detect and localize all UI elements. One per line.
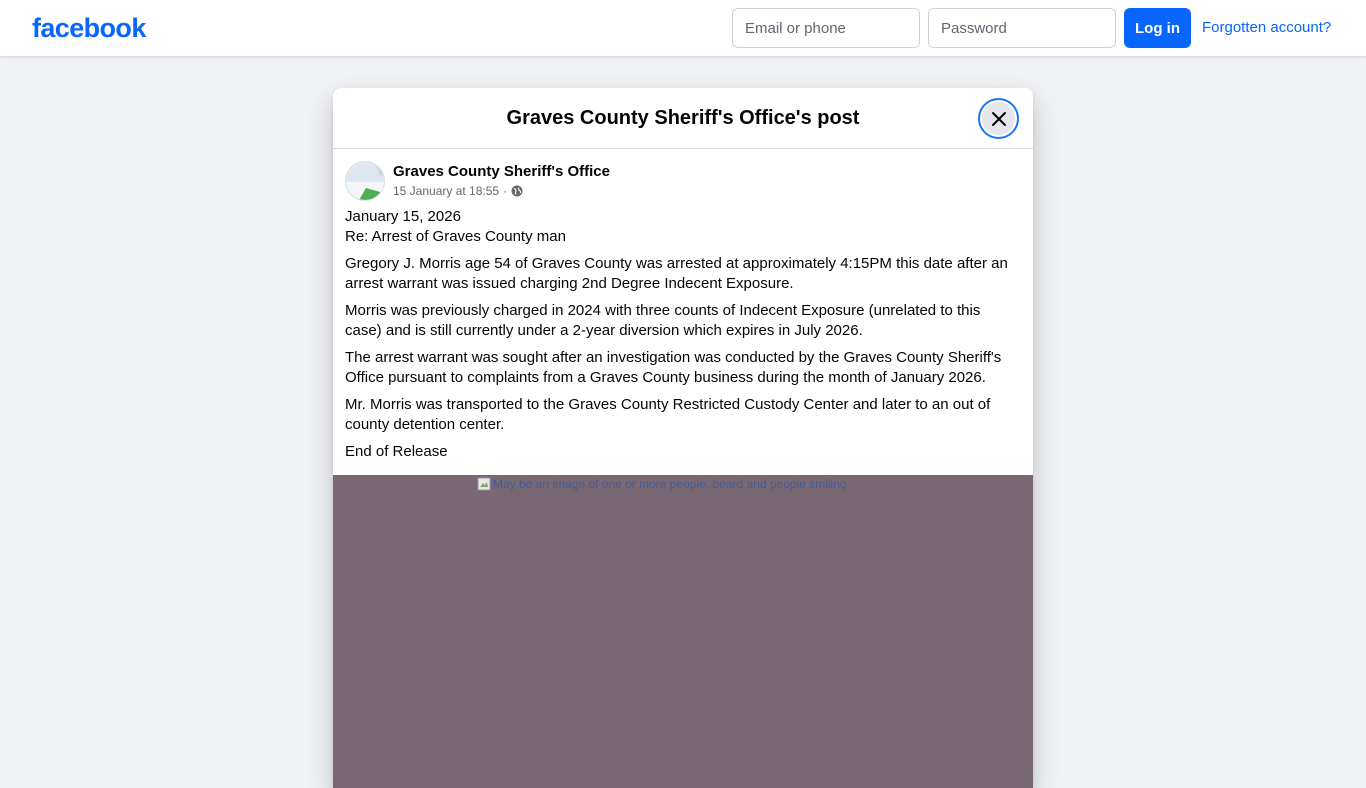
post-paragraph: Morris was previously charged in 2024 with three counts of Indecent Exposure (unrelated to this case) and is still currently under a 2-year diversion which expires in July 2026. [345,302,981,339]
globe-icon [511,185,523,197]
post-photo[interactable] [333,475,1033,788]
meta-separator: · [503,184,508,198]
post-meta [393,183,523,199]
broken-image-icon [477,477,491,491]
dialog-title: Graves County Sheriff's Office's post [506,107,860,129]
post-paragraph: The arrest warrant was sought after an investigation was conducted by the Graves County Sheriff's Office pursuant to complaints from a Graves County business during the month of January 2026. [345,349,1002,386]
close-icon [991,111,1007,127]
post-paragraph: Gregory J. Morris age 54 of Graves County was arrested at approximately 4:15PM this date after an arrest warrant was issued charging 2nd Degree Indecent Exposure. [345,255,1008,292]
post-date-line: January 15, 2026 [345,208,461,225]
close-button[interactable] [978,98,1019,139]
email-input[interactable] [732,8,920,48]
post-timestamp[interactable]: 15 January at 18:55 [393,184,500,198]
post-dialog [333,88,1033,788]
avatar[interactable] [345,161,385,201]
post-text [333,207,1033,462]
login-button[interactable]: Log in [1124,8,1191,48]
facebook-logo[interactable]: facebook [32,13,146,43]
post-paragraph: End of Release [345,443,448,460]
post-paragraph: Mr. Morris was transported to the Graves County Restricted Custody Center and later to an out of county detention center. [345,396,991,433]
password-input[interactable] [928,8,1116,48]
author-name[interactable]: Graves County Sheriff's Office [393,163,610,180]
dialog-header [333,88,1033,149]
avatar-image [346,162,385,201]
post-subject-line: Re: Arrest of Graves County man [345,228,566,245]
forgotten-account-link[interactable]: Forgotten account? [1202,19,1332,36]
broken-image-placeholder [477,477,847,491]
image-alt-text: May be an image of one or more people, beard and people smiling [493,477,847,491]
post-header [333,149,1033,207]
top-navigation-bar [0,0,1366,57]
